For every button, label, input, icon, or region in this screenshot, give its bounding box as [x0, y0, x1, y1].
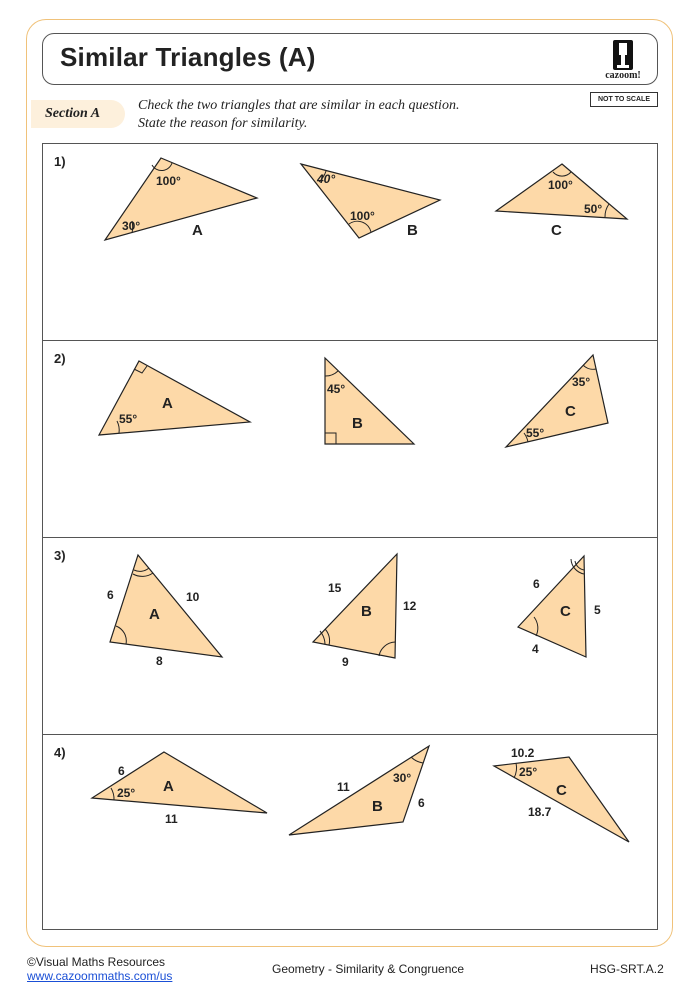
question-grid — [42, 143, 658, 930]
question-1 — [43, 144, 657, 341]
side-label: 11 — [337, 780, 350, 794]
triangle-b — [313, 554, 417, 669]
question-number: 1) — [54, 154, 66, 169]
angle-label: 50° — [584, 202, 603, 216]
triangle-a — [99, 361, 250, 435]
triangle-letter: A — [162, 395, 173, 412]
question-number: 4) — [54, 745, 66, 760]
question-number: 2) — [54, 351, 66, 366]
triangle-letter: B — [352, 415, 363, 432]
triangle-c — [494, 746, 629, 842]
triangle-a — [92, 752, 267, 826]
triangle-letter: A — [149, 606, 160, 623]
triangle-letter: A — [192, 222, 203, 239]
side-label: 8 — [156, 654, 163, 668]
triangle-letter: A — [163, 778, 174, 795]
side-label: 12 — [403, 599, 417, 613]
angle-label: 30° — [122, 219, 141, 233]
triangle-letter: C — [556, 782, 567, 799]
triangle-b — [301, 164, 440, 239]
question-3-figures — [43, 538, 657, 735]
question-3 — [43, 538, 657, 735]
triangle-letter: C — [560, 603, 571, 620]
side-label: 10 — [186, 590, 200, 604]
section-tab — [31, 100, 125, 128]
side-label: 6 — [118, 764, 125, 778]
angle-label: 100° — [350, 209, 375, 223]
triangle-letter: C — [565, 403, 576, 420]
angle-label: 30° — [393, 771, 412, 785]
side-label: 6 — [533, 577, 540, 591]
angle-label: 100° — [156, 174, 181, 188]
triangle-a — [105, 158, 257, 240]
instructions — [138, 97, 459, 133]
instruction-line-1: Check the two triangles that are similar in each question. — [138, 98, 460, 113]
angle-label: 25° — [519, 765, 538, 779]
angle-label: 45° — [327, 382, 346, 396]
side-label: 9 — [342, 655, 349, 669]
question-number: 3) — [54, 548, 66, 563]
question-4 — [43, 735, 657, 929]
triangle-c — [518, 556, 601, 657]
angle-label: 55° — [119, 412, 138, 426]
triangle-c — [496, 164, 627, 239]
title-banner — [42, 33, 658, 85]
side-label: 18.7 — [528, 805, 552, 819]
angle-label: 100° — [548, 178, 573, 192]
side-label: 11 — [165, 812, 178, 826]
angle-label: 25° — [117, 786, 136, 800]
triangle-b — [289, 746, 429, 835]
side-label: 4 — [532, 642, 539, 656]
page-title: Similar Triangles (A) — [60, 42, 316, 72]
question-1-figures — [43, 144, 657, 341]
angle-label: 55° — [526, 426, 545, 440]
cazoom-logo — [601, 38, 645, 80]
side-label: 15 — [328, 581, 342, 595]
triangle-b — [325, 358, 414, 444]
triangle-c — [506, 355, 608, 447]
angle-label: 40° — [317, 172, 336, 186]
instruction-line-2: State the reason for similarity. — [138, 116, 308, 131]
footer-copyright-block — [27, 955, 172, 983]
question-4-figures — [43, 735, 657, 929]
question-2-figures — [43, 341, 657, 538]
angle-label: 35° — [572, 375, 591, 389]
section-label: Section A — [45, 106, 101, 121]
not-to-scale-badge: NOT TO SCALE — [590, 92, 658, 107]
logo-figure-icon — [601, 38, 645, 72]
side-label: 10.2 — [511, 746, 535, 760]
triangle-a — [107, 555, 222, 668]
footer-copyright: ©Visual Maths Resources — [27, 955, 166, 969]
question-2 — [43, 341, 657, 538]
triangle-letter: B — [372, 798, 383, 815]
triangle-letter: B — [361, 603, 372, 620]
side-label: 6 — [418, 796, 425, 810]
footer-standard-code: HSG-SRT.A.2 — [590, 962, 664, 976]
footer-topic: Geometry - Similarity & Congruence — [272, 962, 465, 976]
triangle-letter: C — [551, 222, 562, 239]
side-label: 5 — [594, 603, 601, 617]
triangle-letter: B — [407, 222, 418, 239]
footer-website-link[interactable]: www.cazoommaths.com/us — [27, 969, 173, 983]
logo-text: cazoom! — [605, 70, 641, 81]
side-label: 6 — [107, 588, 114, 602]
